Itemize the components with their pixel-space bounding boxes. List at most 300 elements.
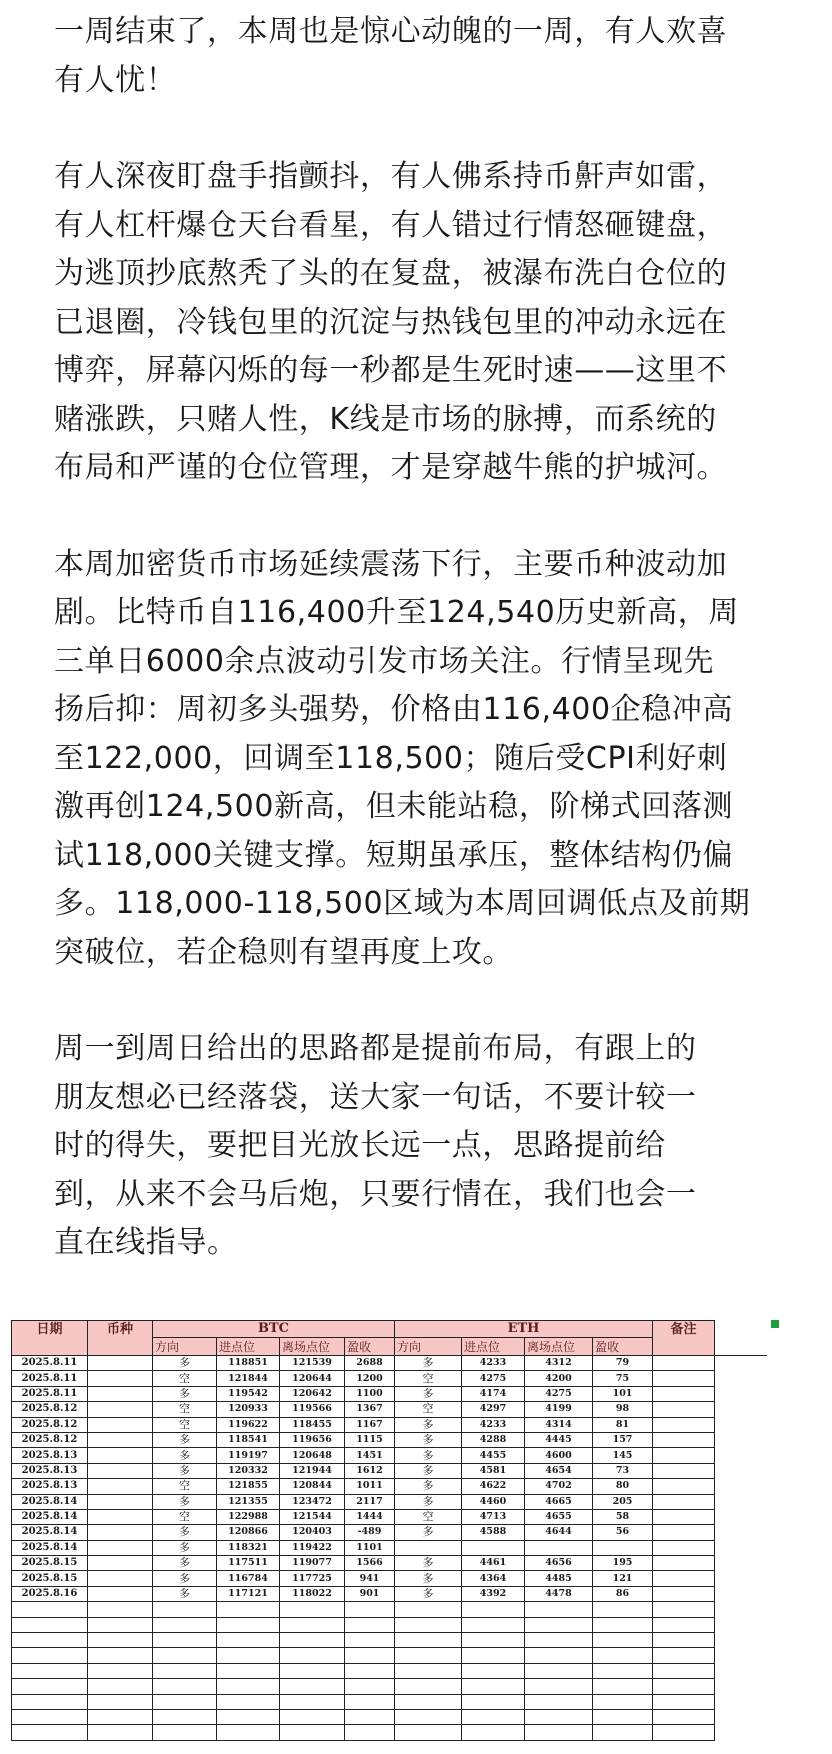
cell-date: 2025.8.12 bbox=[12, 1402, 88, 1417]
cell-date: 2025.8.13 bbox=[12, 1448, 88, 1463]
cell-empty bbox=[12, 1725, 88, 1740]
cell-empty bbox=[153, 1694, 217, 1709]
cell-eth-dir: 多 bbox=[395, 1386, 462, 1401]
cell-empty bbox=[715, 1556, 767, 1571]
cell-eth-exit bbox=[525, 1540, 593, 1555]
cell-eth-dir: 多 bbox=[395, 1571, 462, 1586]
cell-btc-entry: 121844 bbox=[217, 1371, 280, 1386]
cell-empty bbox=[88, 1648, 153, 1663]
cell-btc-entry: 117121 bbox=[217, 1586, 280, 1601]
cell-btc-profit: 1200 bbox=[345, 1371, 395, 1386]
cell-empty bbox=[593, 1602, 653, 1617]
cell-empty bbox=[217, 1679, 280, 1694]
cell-eth-exit: 4702 bbox=[525, 1479, 593, 1494]
cell-btc-profit: 1100 bbox=[345, 1386, 395, 1401]
cell-btc-dir: 空 bbox=[153, 1402, 217, 1417]
paragraph-line: 激再创124,500新高，但未能站稳，阶梯式回落测 bbox=[54, 789, 734, 824]
empty-row bbox=[12, 1648, 767, 1663]
cell-empty bbox=[653, 1356, 715, 1371]
cell-empty bbox=[715, 1448, 767, 1463]
cell-eth-profit: 56 bbox=[593, 1525, 653, 1540]
cell-empty bbox=[153, 1663, 217, 1678]
cell-empty bbox=[653, 1602, 715, 1617]
cell-empty bbox=[715, 1479, 767, 1494]
cell-empty bbox=[715, 1602, 767, 1617]
table-row bbox=[12, 1463, 767, 1478]
cell-empty bbox=[653, 1679, 715, 1694]
cell-date: 2025.8.14 bbox=[12, 1540, 88, 1555]
header-btc-exit: 离场点位 bbox=[280, 1338, 345, 1356]
table-row bbox=[12, 1525, 767, 1540]
cell-btc-entry: 120332 bbox=[217, 1463, 280, 1478]
cell-eth-profit: 81 bbox=[593, 1417, 653, 1432]
cell-date: 2025.8.14 bbox=[12, 1525, 88, 1540]
cell-date: 2025.8.15 bbox=[12, 1556, 88, 1571]
cell-empty bbox=[12, 1617, 88, 1632]
cell-empty bbox=[462, 1648, 525, 1663]
header-btc-direction: 方向 bbox=[153, 1338, 217, 1356]
paragraph-line: 为逃顶抄底熬秃了头的在复盘，被瀑布洗白仓位的 bbox=[54, 256, 728, 291]
cell-empty bbox=[345, 1709, 395, 1724]
cell-eth-dir: 多 bbox=[395, 1479, 462, 1494]
cell-empty bbox=[153, 1725, 217, 1740]
cell-empty bbox=[462, 1725, 525, 1740]
cell-btc-profit: 941 bbox=[345, 1571, 395, 1586]
cell-eth-exit: 4445 bbox=[525, 1432, 593, 1447]
cell-eth-entry: 4364 bbox=[462, 1571, 525, 1586]
cell-btc-entry: 121355 bbox=[217, 1494, 280, 1509]
cell-empty bbox=[653, 1371, 715, 1386]
cell-empty bbox=[653, 1463, 715, 1478]
cell-empty bbox=[88, 1602, 153, 1617]
paragraph-line: 直在线指导。 bbox=[54, 1225, 238, 1260]
cell-empty bbox=[88, 1494, 153, 1509]
cell-btc-dir: 多 bbox=[153, 1525, 217, 1540]
table-row bbox=[12, 1556, 767, 1571]
cell-btc-exit: 119566 bbox=[280, 1402, 345, 1417]
paragraph-line: 有人杠杆爆仓天台看星，有人错过行情怒砸键盘， bbox=[54, 207, 728, 243]
cell-eth-dir: 多 bbox=[395, 1432, 462, 1447]
cell-btc-dir: 多 bbox=[153, 1463, 217, 1478]
cell-empty bbox=[280, 1694, 345, 1709]
cell-empty bbox=[88, 1386, 153, 1401]
cell-eth-dir: 空 bbox=[395, 1509, 462, 1524]
cell-btc-profit: 1566 bbox=[345, 1556, 395, 1571]
cell-empty bbox=[462, 1602, 525, 1617]
cell-empty bbox=[653, 1633, 715, 1648]
cell-empty bbox=[715, 1540, 767, 1555]
cell-empty bbox=[12, 1602, 88, 1617]
cell-empty bbox=[88, 1617, 153, 1632]
cell-eth-entry: 4460 bbox=[462, 1494, 525, 1509]
cell-empty bbox=[715, 1509, 767, 1524]
cell-empty bbox=[217, 1602, 280, 1617]
paragraph-line: 周一到周日给出的思路都是提前布局，有跟上的 bbox=[54, 1031, 697, 1066]
cell-empty bbox=[715, 1617, 767, 1632]
cell-empty bbox=[525, 1725, 593, 1740]
table-row bbox=[12, 1586, 767, 1601]
cell-empty bbox=[653, 1386, 715, 1401]
cell-empty bbox=[653, 1525, 715, 1540]
cell-btc-profit: 2688 bbox=[345, 1356, 395, 1371]
cell-btc-exit: 120644 bbox=[280, 1371, 345, 1386]
cell-btc-profit: 1451 bbox=[345, 1448, 395, 1463]
cell-empty bbox=[217, 1725, 280, 1740]
cell-empty bbox=[653, 1417, 715, 1432]
cell-btc-exit: 120403 bbox=[280, 1525, 345, 1540]
cell-btc-profit: 1101 bbox=[345, 1540, 395, 1555]
cell-btc-profit: 1367 bbox=[345, 1402, 395, 1417]
cell-date: 2025.8.11 bbox=[12, 1371, 88, 1386]
cell-date: 2025.8.16 bbox=[12, 1586, 88, 1601]
cell-empty bbox=[715, 1494, 767, 1509]
cell-empty bbox=[715, 1371, 767, 1386]
header-eth-exit: 离场点位 bbox=[525, 1338, 593, 1356]
cell-eth-profit: 101 bbox=[593, 1386, 653, 1401]
cell-date: 2025.8.11 bbox=[12, 1386, 88, 1401]
cell-empty bbox=[525, 1648, 593, 1663]
cell-eth-dir: 多 bbox=[395, 1463, 462, 1478]
cell-eth-profit: 205 bbox=[593, 1494, 653, 1509]
cell-empty bbox=[593, 1679, 653, 1694]
header-coin: 币种 bbox=[88, 1321, 153, 1356]
cell-btc-entry: 119197 bbox=[217, 1448, 280, 1463]
cell-eth-profit: 145 bbox=[593, 1448, 653, 1463]
cell-btc-entry: 117511 bbox=[217, 1556, 280, 1571]
cell-date: 2025.8.13 bbox=[12, 1463, 88, 1478]
cell-empty bbox=[395, 1725, 462, 1740]
cell-btc-entry: 120933 bbox=[217, 1402, 280, 1417]
paragraph bbox=[54, 8, 794, 105]
cell-empty bbox=[525, 1602, 593, 1617]
cell-btc-dir: 多 bbox=[153, 1586, 217, 1601]
paragraph bbox=[54, 1025, 794, 1268]
empty-row bbox=[12, 1679, 767, 1694]
cell-eth-exit: 4200 bbox=[525, 1371, 593, 1386]
cell-empty bbox=[153, 1648, 217, 1663]
cell-eth-entry: 4455 bbox=[462, 1448, 525, 1463]
cell-empty bbox=[280, 1679, 345, 1694]
cell-date: 2025.8.11 bbox=[12, 1356, 88, 1371]
cell-btc-exit: 118022 bbox=[280, 1586, 345, 1601]
cell-eth-exit: 4314 bbox=[525, 1417, 593, 1432]
cell-empty bbox=[715, 1571, 767, 1586]
cell-empty bbox=[88, 1571, 153, 1586]
cell-empty bbox=[715, 1679, 767, 1694]
cell-eth-dir: 多 bbox=[395, 1417, 462, 1432]
cell-btc-exit: 119656 bbox=[280, 1432, 345, 1447]
cell-btc-exit: 121944 bbox=[280, 1463, 345, 1478]
paragraph bbox=[54, 541, 794, 978]
cell-empty bbox=[153, 1602, 217, 1617]
cell-eth-entry: 4288 bbox=[462, 1432, 525, 1447]
cell-eth-exit: 4312 bbox=[525, 1356, 593, 1371]
cell-empty bbox=[715, 1586, 767, 1601]
table-row bbox=[12, 1571, 767, 1586]
cell-btc-exit: 123472 bbox=[280, 1494, 345, 1509]
cell-empty bbox=[153, 1617, 217, 1632]
cell-empty bbox=[280, 1663, 345, 1678]
cell-empty bbox=[715, 1633, 767, 1648]
cell-empty bbox=[88, 1402, 153, 1417]
table-row bbox=[12, 1509, 767, 1524]
cell-empty bbox=[395, 1694, 462, 1709]
paragraph-line: 到，从来不会马后炮，只要行情在，我们也会一 bbox=[54, 1176, 697, 1212]
cell-empty bbox=[653, 1709, 715, 1724]
cell-eth-entry: 4297 bbox=[462, 1402, 525, 1417]
cell-empty bbox=[88, 1679, 153, 1694]
cell-btc-dir: 空 bbox=[153, 1371, 217, 1386]
selection-handle-icon bbox=[771, 1320, 779, 1328]
cell-btc-dir: 多 bbox=[153, 1556, 217, 1571]
cell-empty bbox=[88, 1479, 153, 1494]
cell-btc-dir: 空 bbox=[153, 1479, 217, 1494]
cell-btc-entry: 118851 bbox=[217, 1356, 280, 1371]
paragraph bbox=[54, 153, 794, 493]
cell-empty bbox=[345, 1694, 395, 1709]
cell-empty bbox=[345, 1679, 395, 1694]
cell-empty bbox=[593, 1663, 653, 1678]
cell-empty bbox=[217, 1633, 280, 1648]
cell-eth-dir: 多 bbox=[395, 1556, 462, 1571]
cell-empty bbox=[88, 1663, 153, 1678]
table-row bbox=[12, 1402, 767, 1417]
cell-btc-exit: 120642 bbox=[280, 1386, 345, 1401]
cell-empty bbox=[715, 1725, 767, 1740]
cell-date: 2025.8.12 bbox=[12, 1417, 88, 1432]
table-row bbox=[12, 1448, 767, 1463]
cell-eth-exit: 4656 bbox=[525, 1556, 593, 1571]
cell-empty bbox=[593, 1694, 653, 1709]
cell-empty bbox=[88, 1556, 153, 1571]
cell-eth-profit: 80 bbox=[593, 1479, 653, 1494]
cell-empty bbox=[715, 1694, 767, 1709]
paragraph-line: 多。118,000-118,500区域为本周回调低点及前期 bbox=[54, 886, 751, 921]
cell-empty bbox=[525, 1617, 593, 1632]
cell-empty bbox=[88, 1633, 153, 1648]
cell-empty bbox=[88, 1709, 153, 1724]
cell-empty bbox=[395, 1709, 462, 1724]
cell-empty bbox=[217, 1709, 280, 1724]
paragraph-line: 突破位，若企稳则有望再度上攻。 bbox=[54, 934, 513, 970]
cell-eth-profit: 75 bbox=[593, 1371, 653, 1386]
header-eth-direction: 方向 bbox=[395, 1338, 462, 1356]
cell-empty bbox=[653, 1448, 715, 1463]
cell-empty bbox=[525, 1633, 593, 1648]
cell-empty bbox=[715, 1356, 767, 1371]
cell-eth-entry: 4275 bbox=[462, 1371, 525, 1386]
cell-empty bbox=[217, 1617, 280, 1632]
cell-empty bbox=[395, 1602, 462, 1617]
empty-row bbox=[12, 1633, 767, 1648]
cell-empty bbox=[12, 1663, 88, 1678]
cell-empty bbox=[653, 1571, 715, 1586]
cell-eth-dir bbox=[395, 1540, 462, 1555]
paragraph-line: 扬后抑：周初多头强势，价格由116,400企稳冲高 bbox=[54, 692, 734, 727]
cell-date: 2025.8.14 bbox=[12, 1494, 88, 1509]
cell-empty bbox=[653, 1617, 715, 1632]
article-body bbox=[54, 8, 794, 1316]
cell-empty bbox=[715, 1417, 767, 1432]
cell-empty bbox=[345, 1663, 395, 1678]
cell-empty bbox=[395, 1633, 462, 1648]
cell-eth-entry: 4174 bbox=[462, 1386, 525, 1401]
empty-row bbox=[12, 1725, 767, 1740]
cell-empty bbox=[12, 1709, 88, 1724]
cell-empty bbox=[525, 1694, 593, 1709]
cell-empty bbox=[395, 1648, 462, 1663]
cell-btc-entry: 121855 bbox=[217, 1479, 280, 1494]
cell-eth-exit: 4644 bbox=[525, 1525, 593, 1540]
header-eth-entry: 进点位 bbox=[462, 1338, 525, 1356]
cell-date: 2025.8.12 bbox=[12, 1432, 88, 1447]
cell-eth-dir: 多 bbox=[395, 1448, 462, 1463]
cell-empty bbox=[153, 1709, 217, 1724]
table-row bbox=[12, 1494, 767, 1509]
cell-btc-dir: 空 bbox=[153, 1417, 217, 1432]
cell-empty bbox=[395, 1679, 462, 1694]
cell-eth-exit: 4199 bbox=[525, 1402, 593, 1417]
cell-btc-exit: 121544 bbox=[280, 1509, 345, 1524]
cell-empty bbox=[653, 1725, 715, 1740]
cell-eth-profit: 157 bbox=[593, 1432, 653, 1447]
table-row bbox=[12, 1540, 767, 1555]
cell-eth-profit: 121 bbox=[593, 1571, 653, 1586]
header-btc-profit: 盈收 bbox=[345, 1338, 395, 1356]
cell-eth-profit: 79 bbox=[593, 1356, 653, 1371]
cell-eth-dir: 多 bbox=[395, 1586, 462, 1601]
cell-btc-dir: 多 bbox=[153, 1494, 217, 1509]
cell-empty bbox=[653, 1479, 715, 1494]
empty-row bbox=[12, 1602, 767, 1617]
cell-empty bbox=[593, 1648, 653, 1663]
cell-eth-profit: 73 bbox=[593, 1463, 653, 1478]
cell-btc-profit: -489 bbox=[345, 1525, 395, 1540]
cell-empty bbox=[88, 1725, 153, 1740]
cell-empty bbox=[593, 1725, 653, 1740]
cell-date: 2025.8.13 bbox=[12, 1479, 88, 1494]
paragraph-line: 试118,000关键支撑。短期虽承压，整体结构仍偏 bbox=[54, 837, 734, 873]
header-date: 日期 bbox=[12, 1321, 88, 1356]
cell-empty bbox=[88, 1448, 153, 1463]
cell-eth-profit bbox=[593, 1540, 653, 1555]
cell-empty bbox=[88, 1356, 153, 1371]
cell-empty bbox=[153, 1633, 217, 1648]
cell-empty bbox=[345, 1725, 395, 1740]
cell-empty bbox=[345, 1617, 395, 1632]
cell-eth-entry: 4233 bbox=[462, 1417, 525, 1432]
cell-empty bbox=[593, 1633, 653, 1648]
table-row bbox=[12, 1417, 767, 1432]
cell-btc-entry: 119622 bbox=[217, 1417, 280, 1432]
cell-empty bbox=[593, 1617, 653, 1632]
cell-empty bbox=[12, 1694, 88, 1709]
cell-eth-entry: 4392 bbox=[462, 1586, 525, 1601]
spreadsheet-image bbox=[11, 1320, 806, 1754]
cell-empty bbox=[593, 1709, 653, 1724]
cell-btc-entry: 120866 bbox=[217, 1525, 280, 1540]
cell-btc-entry: 118321 bbox=[217, 1540, 280, 1555]
cell-empty bbox=[88, 1525, 153, 1540]
paragraph-line: 布局和严谨的仓位管理，才是穿越牛熊的护城河。 bbox=[54, 450, 728, 485]
empty-row bbox=[12, 1694, 767, 1709]
cell-eth-exit: 4275 bbox=[525, 1386, 593, 1401]
cell-empty bbox=[653, 1432, 715, 1447]
cell-date: 2025.8.15 bbox=[12, 1571, 88, 1586]
cell-btc-exit: 118455 bbox=[280, 1417, 345, 1432]
cell-empty bbox=[462, 1709, 525, 1724]
cell-empty bbox=[280, 1617, 345, 1632]
cell-empty bbox=[395, 1617, 462, 1632]
table-row bbox=[12, 1356, 767, 1371]
cell-eth-exit: 4478 bbox=[525, 1586, 593, 1601]
cell-empty bbox=[525, 1679, 593, 1694]
cell-empty bbox=[715, 1432, 767, 1447]
cell-btc-profit: 1167 bbox=[345, 1417, 395, 1432]
cell-empty bbox=[462, 1679, 525, 1694]
cell-empty bbox=[462, 1663, 525, 1678]
cell-empty bbox=[653, 1663, 715, 1678]
cell-btc-exit: 121539 bbox=[280, 1356, 345, 1371]
header-spacer bbox=[715, 1321, 767, 1356]
cell-empty bbox=[653, 1494, 715, 1509]
cell-empty bbox=[88, 1509, 153, 1524]
cell-eth-dir: 多 bbox=[395, 1494, 462, 1509]
cell-btc-dir: 多 bbox=[153, 1356, 217, 1371]
cell-empty bbox=[525, 1709, 593, 1724]
cell-empty bbox=[715, 1663, 767, 1678]
cell-empty bbox=[153, 1679, 217, 1694]
cell-eth-entry: 4622 bbox=[462, 1479, 525, 1494]
header-note: 备注 bbox=[653, 1321, 715, 1356]
cell-eth-entry: 4233 bbox=[462, 1356, 525, 1371]
cell-empty bbox=[653, 1586, 715, 1601]
cell-empty bbox=[12, 1679, 88, 1694]
cell-empty bbox=[280, 1725, 345, 1740]
paragraph-line: 朋友想必已经落袋，送大家一句话，不要计较一 bbox=[54, 1079, 697, 1115]
cell-btc-dir: 多 bbox=[153, 1448, 217, 1463]
header-btc: BTC bbox=[153, 1321, 395, 1338]
cell-eth-dir: 空 bbox=[395, 1371, 462, 1386]
table-row bbox=[12, 1386, 767, 1401]
cell-empty bbox=[462, 1633, 525, 1648]
cell-empty bbox=[12, 1648, 88, 1663]
cell-empty bbox=[88, 1586, 153, 1601]
cell-empty bbox=[88, 1371, 153, 1386]
cell-empty bbox=[653, 1402, 715, 1417]
paragraph-line: 本周加密货币市场延续震荡下行，主要币种波动加 bbox=[54, 546, 728, 582]
cell-eth-entry: 4581 bbox=[462, 1463, 525, 1478]
cell-btc-dir: 多 bbox=[153, 1386, 217, 1401]
cell-eth-exit: 4665 bbox=[525, 1494, 593, 1509]
cell-btc-profit: 1011 bbox=[345, 1479, 395, 1494]
cell-empty bbox=[88, 1694, 153, 1709]
empty-row bbox=[12, 1709, 767, 1724]
cell-eth-entry: 4713 bbox=[462, 1509, 525, 1524]
cell-empty bbox=[715, 1525, 767, 1540]
paragraph-line: 剧。比特币自116,400升至124,540历史新高，周 bbox=[54, 595, 739, 630]
cell-empty bbox=[395, 1663, 462, 1678]
cell-eth-exit: 4600 bbox=[525, 1448, 593, 1463]
cell-btc-exit: 120648 bbox=[280, 1448, 345, 1463]
cell-btc-dir: 多 bbox=[153, 1432, 217, 1447]
cell-empty bbox=[462, 1694, 525, 1709]
cell-empty bbox=[280, 1633, 345, 1648]
cell-empty bbox=[653, 1540, 715, 1555]
cell-eth-profit: 58 bbox=[593, 1509, 653, 1524]
cell-empty bbox=[715, 1402, 767, 1417]
cell-eth-entry: 4461 bbox=[462, 1556, 525, 1571]
